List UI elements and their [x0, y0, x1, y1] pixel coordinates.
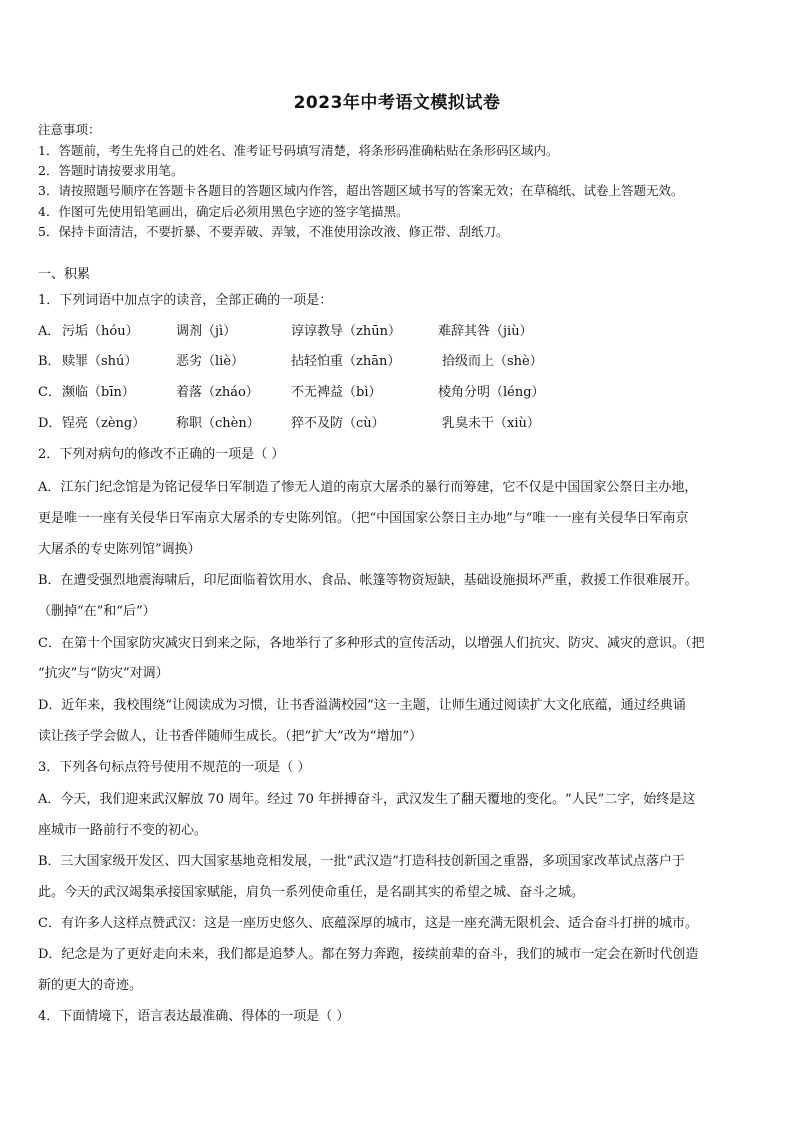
- option-item: 乳臭未干（xiù）: [442, 416, 540, 431]
- option-text: 读让孩子学会做人，让书香伴随师生成长。（把“扩大”改为“增加”）: [38, 729, 423, 744]
- section-heading: 一、积累: [38, 267, 91, 282]
- notice-item: 5．保持卡面清洁，不要折暴、不要弄破、弄皱，不准使用涂改液、修正带、刮纸刀。: [38, 224, 509, 239]
- option-text: 新的更大的奇迹。: [38, 978, 143, 993]
- notice-heading: 注意事项：: [38, 122, 101, 137]
- question-stem: 4．下面情境下，语言表达最准确、得体的一项是（ ）: [38, 1009, 350, 1024]
- notice-item: 2．答题时请按要求用笔。: [38, 163, 184, 178]
- option-item: 锃亮（zèng）: [62, 416, 146, 431]
- option-item: 棱角分明（léng）: [438, 385, 545, 400]
- option-text: D．纪念是为了更好走向未来，我们都是追梦人。都在努力奔跑，接续前辈的奋斗，我们的城市一定会在新时代创造: [38, 947, 699, 962]
- option-item: 难辞其咎（jiù）: [438, 324, 533, 339]
- option-item: 濒临（bīn）: [62, 385, 135, 400]
- option-text: 大屠杀的专史陈列馆”调换）: [38, 542, 201, 557]
- option-item: 赎罪（shú）: [62, 354, 138, 369]
- page-title: 2023年中考语文模拟试卷: [293, 93, 501, 113]
- option-text: C．在第十个国家防灾减灾日到来之际，各地举行了多种形式的宣传活动，以增强人们抗灾、防灾、减灾的意识。（把: [38, 636, 705, 651]
- option-text: 座城市一路前行不变的初心。: [38, 823, 208, 838]
- option-text: D．近年来，我校围绕“让阅读成为习惯，让书香溢满校园”这一主题，让师生通过阅读扩大文化底蕴，通过经典诵: [38, 698, 686, 713]
- notice-item: 3．请按照题号顺序在答题卡各题目的答题区域内作答，超出答题区域书写的答案无效；在草稿纸、试卷上答题无效。: [38, 183, 684, 198]
- option-text: B．在遭受强烈地震海啸后，印尼面临着饮用水、食品、帐篷等物资短缺，基础设施损坏严重，救援工作很难展开。: [38, 573, 698, 588]
- option-text: 此。今天的武汉竭集承接国家赋能，肩负一系列使命重任，是名副其实的希望之城、奋斗之城。: [38, 885, 585, 900]
- option-item: 拾级而上（shè）: [442, 354, 543, 369]
- option-label: B．: [38, 354, 61, 369]
- option-text: 更是唯一一座有关侵华日军南京大屠杀的专史陈列馆。（把“中国国家公祭日主办地”与“唯一一座有关侵华日军南京: [38, 511, 689, 526]
- option-text: C．有许多人这样点赞武汉：这是一座历史悠久、底蕴深厚的城市，这是一座充满无限机会、适合奋斗打拼的城市。: [38, 916, 698, 931]
- option-item: 不无裨益（bì）: [291, 385, 382, 400]
- option-text: A．今天，我们迎来武汉解放 70 周年。经过 70 年拼搏奋斗，武汉发生了翻天覆地的变化。“人民”二字，始终是这: [38, 792, 696, 807]
- option-item: 调剂（jì）: [176, 324, 237, 339]
- question-stem: 3．下列各句标点符号使用不规范的一项是（ ）: [38, 760, 311, 775]
- question-stem: 2．下列对病句的修改不正确的一项是（ ）: [38, 447, 285, 462]
- option-text: （删掉“在”和“后”）: [38, 604, 156, 619]
- option-text: “抗灾”与“防灾”对调）: [38, 666, 169, 681]
- option-label: D．: [38, 416, 62, 431]
- option-item: 恶劣（liè）: [176, 354, 245, 369]
- question-stem: 1．下列词语中加点字的读音，全部正确的一项是：: [38, 293, 333, 308]
- option-label: C．: [38, 385, 61, 400]
- option-item: 着落（zháo）: [176, 385, 259, 400]
- option-text: A．江东门纪念馆是为铭记侵华日军制造了惨无人道的南京大屠杀的暴行而筹建，它不仅是中国国家公祭日主办地，: [38, 480, 698, 495]
- option-item: 谆谆教导（zhūn）: [291, 324, 401, 339]
- option-item: 污垢（hóu）: [62, 324, 139, 339]
- notice-item: 1．答题前，考生先将自己的姓名、准考证号码填写清楚，将条形码准确粘贴在条形码区域内。: [38, 143, 559, 158]
- option-label: A．: [38, 324, 61, 339]
- option-text: B．三大国家级开发区、四大国家基地竞相发展，一批“武汉造”打造科技创新国之重器，多项国家改革试点落户于: [38, 854, 685, 869]
- option-item: 猝不及防（cù）: [291, 416, 385, 431]
- option-item: 拈轻怕重（zhān）: [291, 354, 401, 369]
- notice-item: 4．作图可先使用铅笔画出，确定后必须用黑色字迹的签字笔描黑。: [38, 204, 409, 219]
- option-item: 称职（chèn）: [176, 416, 260, 431]
